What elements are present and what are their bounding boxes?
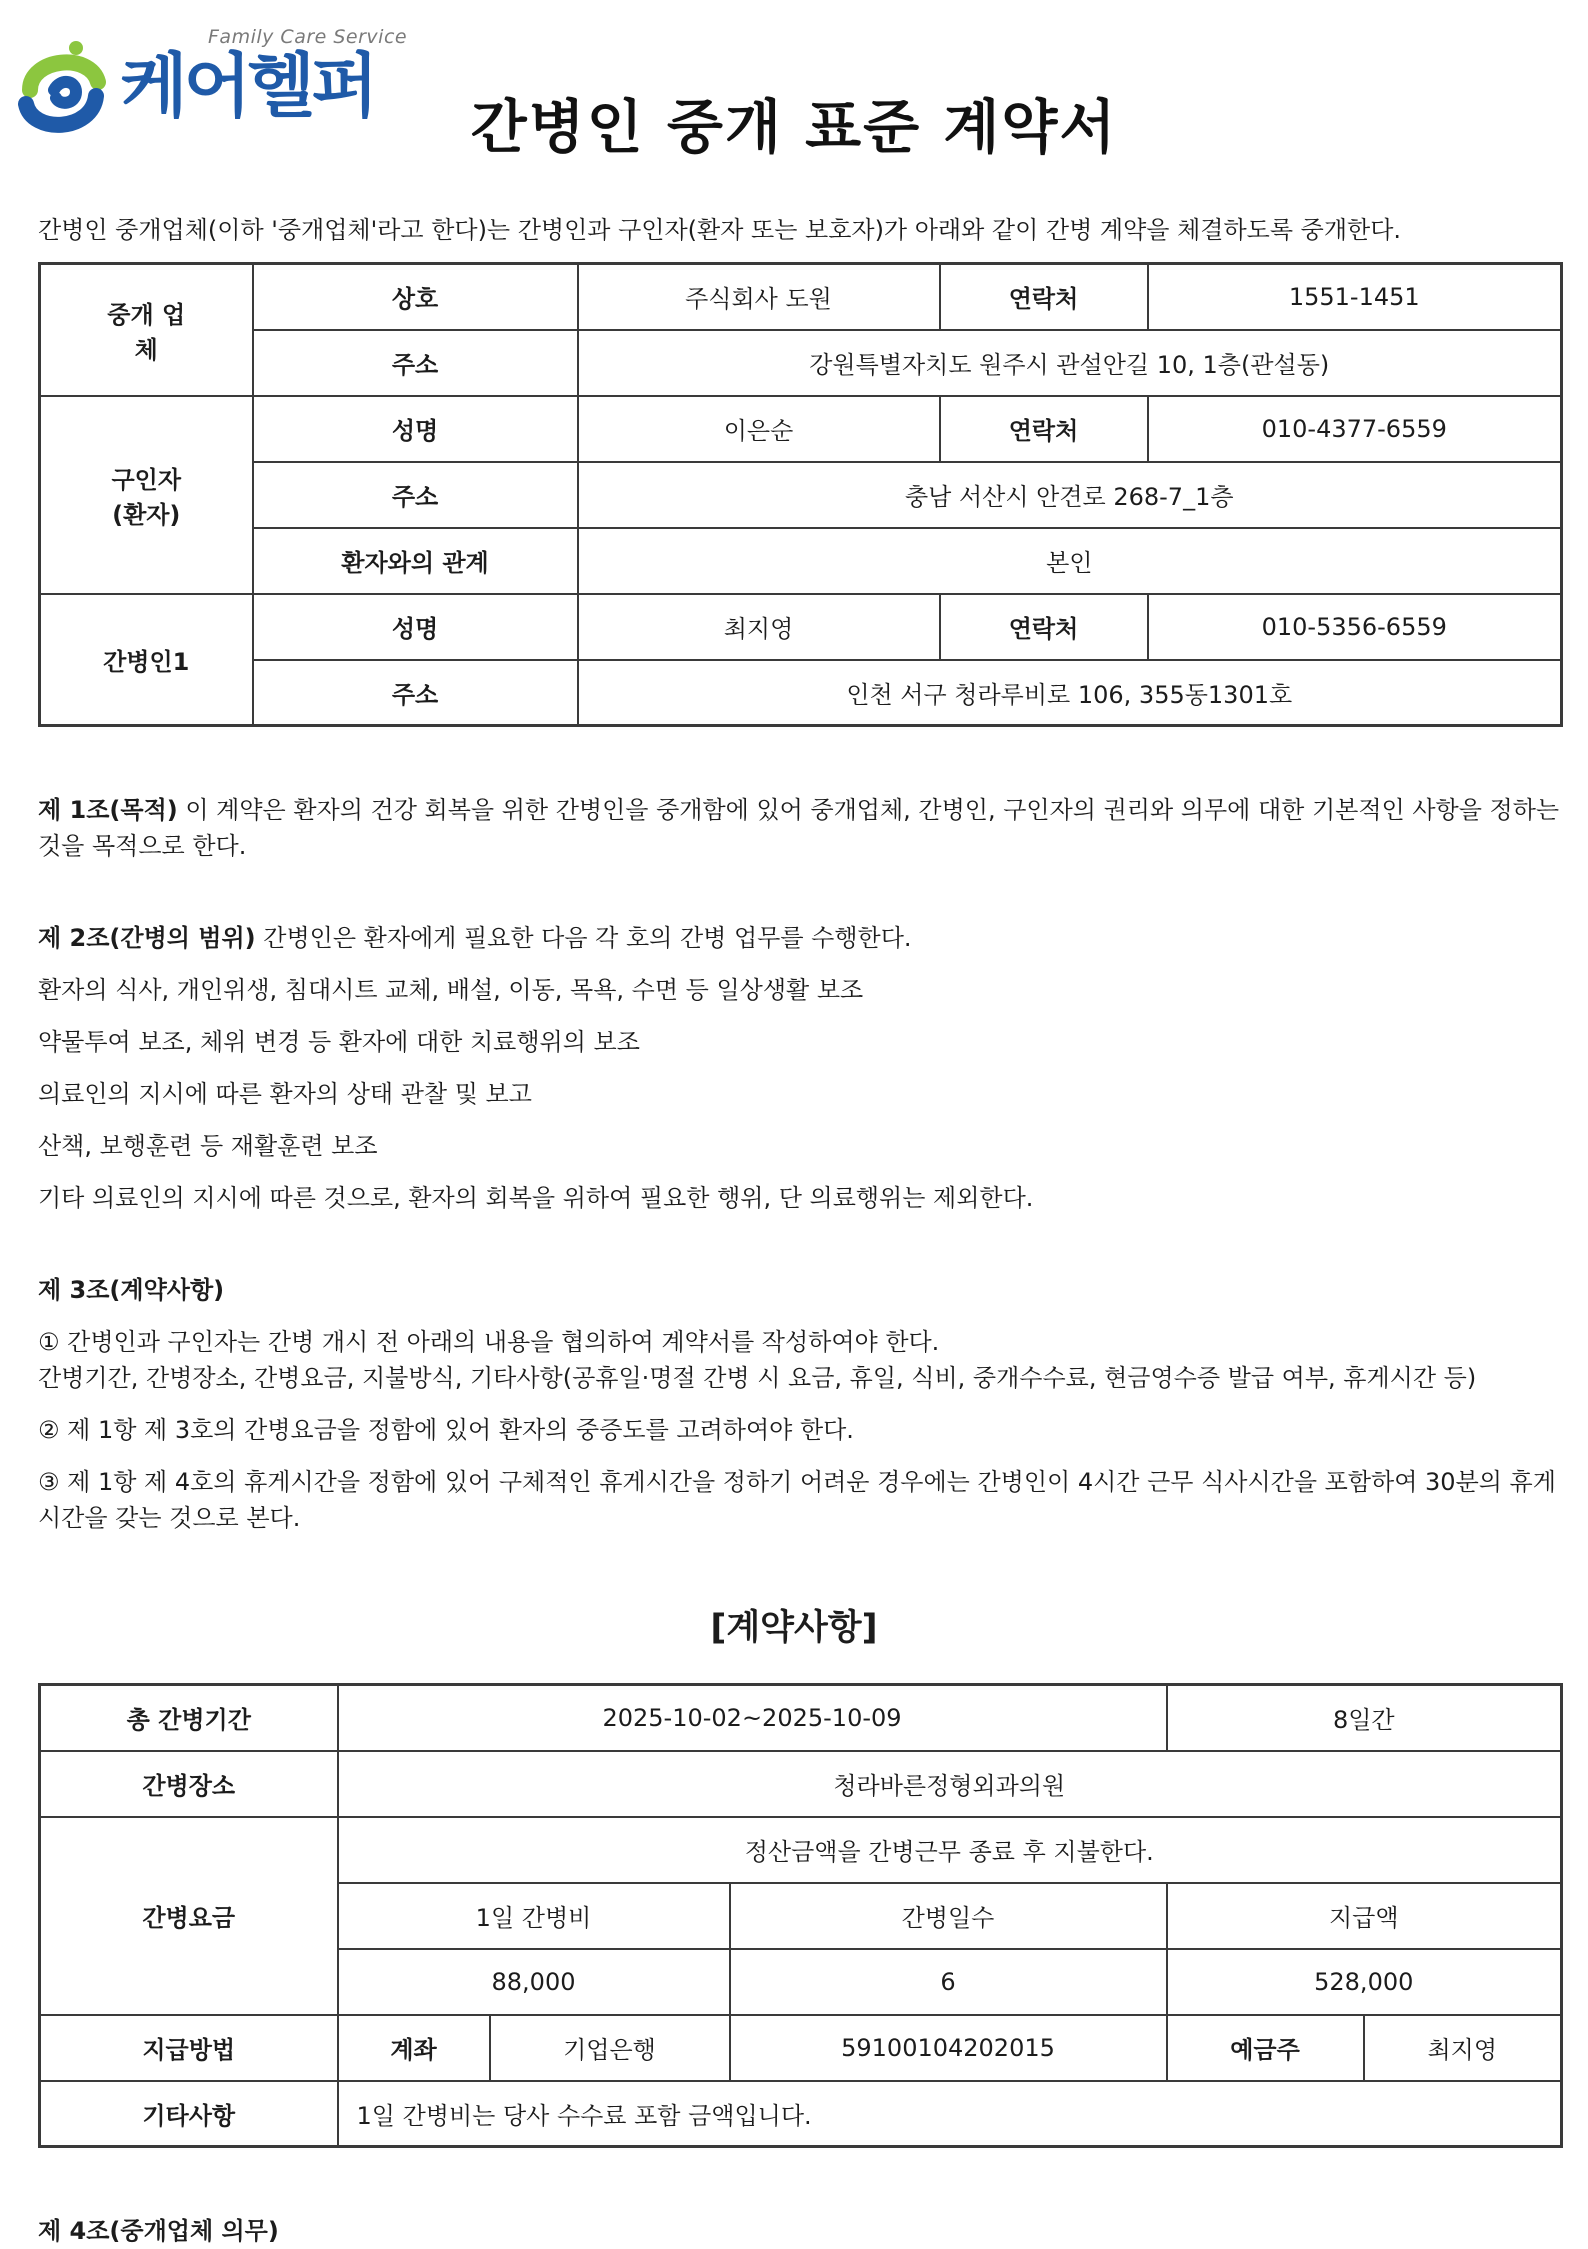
client-address-label: 주소 (253, 462, 578, 528)
list-item: 산책, 보행훈련 등 재활훈련 보조 (38, 1132, 378, 1160)
period-label: 총 간병기간 (40, 1685, 338, 1751)
holder-label: 예금주 (1167, 2015, 1364, 2081)
article-3-heading-text: 제 3조(계약사항) (38, 1276, 225, 1304)
client-group-label (40, 396, 253, 594)
table-row (40, 1817, 1562, 1883)
caregiver-contact-label: 연락처 (940, 594, 1148, 660)
table-row (40, 330, 1562, 396)
client-group-line1: 구인자 (111, 465, 182, 494)
period-days: 8일간 (1167, 1685, 1562, 1751)
amount-value: 528,000 (1167, 1949, 1562, 2015)
etc-label: 기타사항 (40, 2081, 338, 2147)
logo-tagline: Family Care Service (208, 26, 408, 48)
agency-group-label: 중개 업체 (40, 264, 253, 396)
contract-table (38, 1683, 1563, 2148)
place-value: 청라바른정형외과의원 (338, 1751, 1562, 1817)
agency-name-label: 상호 (253, 264, 578, 330)
caregiver-contact: 010-5356-6559 (1148, 594, 1562, 660)
list-item: 기타 의료인의 지시에 따른 것으로, 환자의 회복을 위하여 필요한 행위, 단 의료행위는 제외한다. (38, 1184, 1034, 1212)
client-contact-label: 연락처 (940, 396, 1148, 462)
client-address: 충남 서산시 안견로 268-7_1층 (578, 462, 1562, 528)
article-4-heading (38, 2213, 1560, 2249)
client-group-line2: (환자) (112, 500, 181, 529)
table-row (40, 1751, 1562, 1817)
table-row (40, 660, 1562, 726)
article-3-p2: ② 제 1항 제 3호의 간병요금을 정함에 있어 환자의 중증도를 고려하여야 한다. (38, 1416, 854, 1444)
list-item: 환자의 식사, 개인위생, 침대시트 교체, 배설, 이동, 목욕, 수면 등 일상생활 보조 (38, 976, 864, 1004)
agency-address: 강원특별자치도 원주시 관설안길 10, 1층(관설동) (578, 330, 1562, 396)
fee-label: 간병요금 (40, 1817, 338, 2015)
payment-method-label: 지급방법 (40, 2015, 338, 2081)
table-row (40, 1685, 1562, 1751)
period-value: 2025-10-02~2025-10-09 (338, 1685, 1167, 1751)
caregiver-name: 최지영 (578, 594, 940, 660)
caregiver-address-label: 주소 (253, 660, 578, 726)
logo-wordmark: 케어헬퍼 (120, 45, 375, 127)
client-name-label: 성명 (253, 396, 578, 462)
article-4-heading-text: 제 4조(중개업체 의무) (38, 2217, 279, 2245)
article-2 (38, 920, 1560, 956)
client-contact: 010-4377-6559 (1148, 396, 1562, 462)
list-item: 의료인의 지시에 따른 환자의 상태 관찰 및 보고 (38, 1080, 532, 1108)
caregiver-group-label: 간병인1 (40, 594, 253, 726)
caregiver-name-label: 성명 (253, 594, 578, 660)
bank-name: 기업은행 (490, 2015, 730, 2081)
account-number: 59100104202015 (730, 2015, 1167, 2081)
account-label: 계좌 (338, 2015, 490, 2081)
table-row (40, 528, 1562, 594)
article-1-heading: 제 1조(목적) (38, 796, 178, 824)
table-row (40, 2081, 1562, 2147)
client-name: 이은순 (578, 396, 940, 462)
agency-address-label: 주소 (253, 330, 578, 396)
amount-label: 지급액 (1167, 1883, 1562, 1949)
agency-name: 주식회사 도원 (578, 264, 940, 330)
article-3-p1b: 간병기간, 간병장소, 간병요금, 지불방식, 기타사항(공휴일·명절 간병 시 요금, 휴일, 식비, 중개수수료, 현금영수증 발급 여부, 휴게시간 등) (38, 1364, 1477, 1392)
days-label: 간병일수 (730, 1883, 1167, 1949)
agency-contact-label: 연락처 (940, 264, 1148, 330)
table-row (40, 2015, 1562, 2081)
article-3-p1: ① 간병인과 구인자는 간병 개시 전 아래의 내용을 협의하여 계약서를 작성하여야 한다. (38, 1328, 940, 1356)
party-table (38, 262, 1563, 727)
days-value: 6 (730, 1949, 1167, 2015)
caregiver-address: 인천 서구 청라루비로 106, 355동1301호 (578, 660, 1562, 726)
table-row (40, 264, 1562, 330)
table-row (40, 396, 1562, 462)
client-relation-label: 환자와의 관계 (253, 528, 578, 594)
agency-contact: 1551-1451 (1148, 264, 1562, 330)
etc-value: 1일 간병비는 당사 수수료 포함 금액입니다. (338, 2081, 1562, 2147)
article-2-heading: 제 2조(간병의 범위) (38, 924, 256, 952)
article-3-p3: ③ 제 1항 제 4호의 휴게시간을 정함에 있어 구체적인 휴게시간을 정하기 어려운 경우에는 간병인이 4시간 근무 식사시간을 포함하여 30분의 휴게시간을 갖는 것으로 본다. (38, 1468, 1556, 1532)
contract-section-title: [계약사항] (710, 1608, 878, 1648)
document-title: 간병인 중개 표준 계약서 (470, 93, 1118, 161)
table-row (40, 462, 1562, 528)
article-1-text: 이 계약은 환자의 건강 회복을 위한 간병인을 중개함에 있어 중개업체, 간병인, 구인자의 권리와 의무에 대한 기본적인 사항을 정하는 것을 목적으로 한다. (38, 796, 1560, 860)
article-2-text: 간병인은 환자에게 필요한 다음 각 호의 간병 업무를 수행한다. (255, 924, 912, 952)
holder-name: 최지영 (1364, 2015, 1562, 2081)
intro-paragraph: 간병인 중개업체(이하 '중개업체'라고 한다)는 간병인과 구인자(환자 또는 보호자)가 아래와 같이 간병 계약을 체결하도록 중개한다. (38, 216, 1402, 244)
daily-fee-label: 1일 간병비 (338, 1883, 730, 1949)
article-3-heading (38, 1272, 1560, 1308)
table-row (40, 594, 1562, 660)
list-item: 약물투여 보조, 체위 변경 등 환자에 대한 치료행위의 보조 (38, 1028, 640, 1056)
fee-note: 정산금액을 간병근무 종료 후 지불한다. (338, 1817, 1562, 1883)
client-relation: 본인 (578, 528, 1562, 594)
daily-fee-value: 88,000 (338, 1949, 730, 2015)
article-1 (38, 792, 1560, 864)
place-label: 간병장소 (40, 1751, 338, 1817)
